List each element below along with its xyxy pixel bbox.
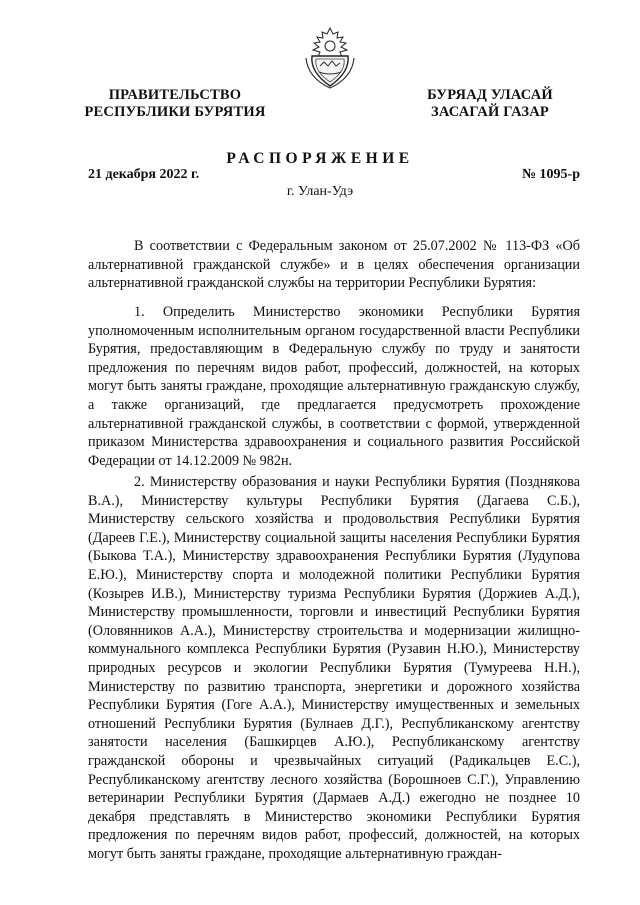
body-paragraph-1: [88, 303, 580, 470]
header-left-line1: ПРАВИТЕЛЬСТВО: [108, 87, 242, 103]
document-city: г. Улан-Удэ: [286, 184, 354, 199]
coat-of-arms-emblem: [302, 26, 358, 90]
document-title: РАСПОРЯЖЕНИЕ: [226, 150, 414, 167]
government-name-buryat: [390, 87, 590, 121]
header-right-line1: БУРЯАД УЛАСАЙ: [427, 87, 553, 103]
body-paragraph-preamble: [88, 237, 580, 293]
document-number: № 1095-р: [521, 167, 580, 182]
header-right-line2: ЗАСАГАЙ ГАЗАР: [431, 104, 549, 120]
header-left-line2: РЕСПУБЛИКИ БУРЯТИЯ: [84, 104, 266, 120]
government-name-russian: [60, 87, 290, 121]
body-paragraph-2: [88, 473, 580, 863]
paragraph-text: 1. Определить Министерство экономики Республики Бурятия уполномоченным исполнительным органом государственной власти Республики Бурятия, предоставляющим в Федеральную службу по труду и занятости предложения по перечням видов работ, профессий, должностей, на которых могут быть заняты граждане, проходящие альтернативную гражданскую службу, а также организаций, где предлагается предусмотреть прохождение альтернативной гражданской службы, в соответствии с формой, утвержденной приказом Министерства здравоохранения и социального развития Российской Федерации от 14.12.2009 № 982н.: [88, 304, 580, 469]
paragraph-text: В соответствии с Федеральным законом от 25.07.2002 № 113-ФЗ «Об альтернативной гражданской службе» и в целях обеспечения организации альтернативной гражданской службы на территории Республики Бурятия:: [88, 238, 580, 292]
document-date: 21 декабря 2022 г.: [88, 167, 200, 182]
paragraph-text: 2. Министерству образования и науки Республики Бурятия (Позднякова В.А.), Министерству культуры Республики Бурятия (Дагаева С.Б.), Министерству сельского хозяйства и продовольствия Республики Бурятия (Дареев Г.Е.), Министерству социальной защиты населения Республики Бурятия (Быкова Т.А.), Министерству здравоохранения Республики Бурятия (Лудупова Е.Ю.), Министерству спорта и молодежной политики Республики Бурятия (Козырев И.В.), Министерству туризма Республики Бурятия (Доржиев А.Д.), Министерству промышленности, торговли и инвестиций Республики Бурятия (Оловянников А.А.), Министерству строительства и модернизации жилищно-коммунального комплекса Республики Бурятия (Рузавин Н.Ю.), Министерству природных ресурсов и экологии Республики Бурятия (Тумуреева Н.Н.), Министерству по развитию транспорта, энергетики и дорожного хозяйства Республики Бурятия (Гоге А.А.), Министерству имущественных и земельных отношений Республики Бурятия (Булнаев Д.Г.), Республиканскому агентству занятости населения (Башкирцев А.Ю.), Республиканскому агентству гражданской обороны и чрезвычайных ситуаций (Радикальцев Е.С.), Республиканскому агентству лесного хозяйства (Борошноев С.Г.), Управлению ветеринарии Республики Бурятия (Дармаев А.Д.) ежегодно не позднее 10 декабря представлять в Министерство экономики Республики Бурятия предложения по перечням видов работ, профессий, должностей, на которых могут быть заняты граждане, проходящие альтернативную граждан-: [88, 474, 580, 862]
